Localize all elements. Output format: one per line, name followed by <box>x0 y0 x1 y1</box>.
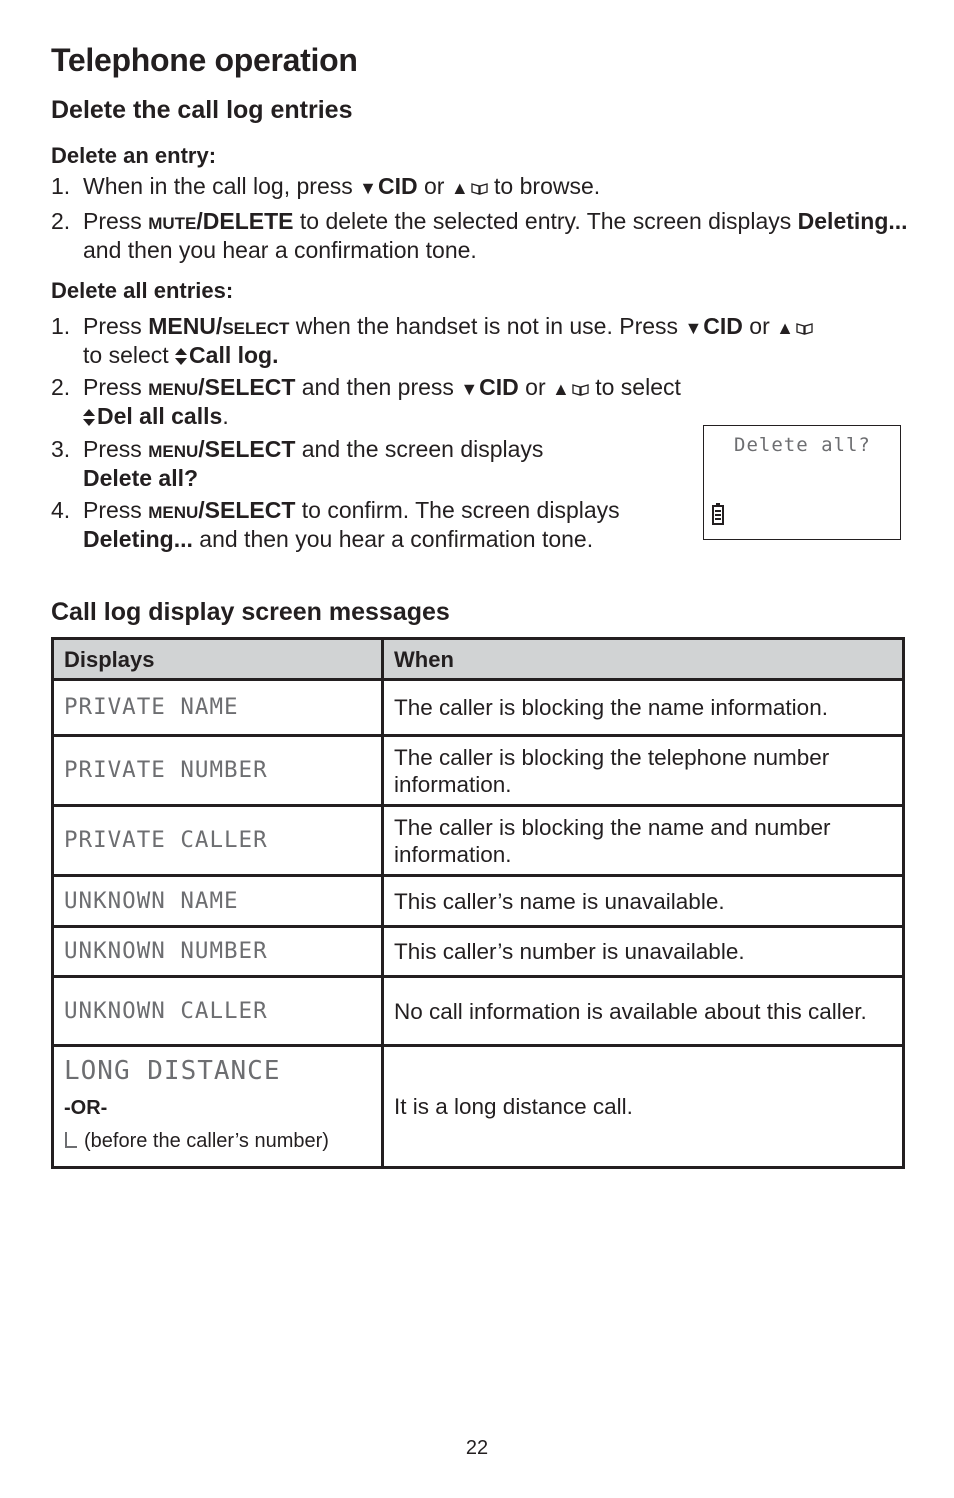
step-number: 2. <box>51 374 71 400</box>
display-message: UNKNOWN NUMBER <box>53 927 383 977</box>
delete-all-step-4 <box>51 497 701 553</box>
step-text: and the screen displays <box>295 436 544 462</box>
step-text: to confirm. The screen displays <box>295 497 620 523</box>
up-down-arrow-icon <box>83 409 95 426</box>
delete-key: /DELETE <box>196 208 294 234</box>
phonebook-icon <box>572 383 589 396</box>
step-number: 4. <box>51 497 71 523</box>
messages-table <box>51 637 905 1169</box>
section-heading-delete: Delete the call log entries <box>51 96 353 124</box>
table-row <box>53 680 904 736</box>
when-description: The caller is blocking the name and number information. <box>383 806 904 876</box>
up-down-arrow-icon <box>175 348 187 365</box>
cid-key: CID <box>479 374 519 400</box>
table-row <box>53 1046 904 1168</box>
display-message: UNKNOWN CALLER <box>53 977 383 1046</box>
table-row <box>53 977 904 1046</box>
down-triangle-icon: ▼ <box>460 379 479 399</box>
select-key: /SELECT <box>198 436 296 462</box>
note-text: (before the caller’s number) <box>84 1130 329 1152</box>
step-number: 3. <box>51 436 71 462</box>
select-key: /SELECT <box>198 374 296 400</box>
cid-key: CID <box>377 173 418 199</box>
or-label: -OR- <box>64 1097 108 1119</box>
display-message: PRIVATE CALLER <box>53 806 383 876</box>
step-text: Press <box>83 497 149 523</box>
when-description: This caller’s number is unavailable. <box>383 927 904 977</box>
when-description: The caller is blocking the telephone number information. <box>383 736 904 806</box>
step-text: Press <box>83 374 149 400</box>
display-message: LONG DISTANCE <box>64 1056 281 1086</box>
phonebook-icon <box>796 322 813 335</box>
menu-target: Call log. <box>189 342 279 368</box>
step-text: to browse. <box>487 173 601 199</box>
display-message: PRIVATE NAME <box>53 680 383 736</box>
mute-key: MUTE <box>148 214 197 233</box>
delete-entry-step-2 <box>51 208 911 264</box>
long-distance-icon <box>64 1131 78 1149</box>
select-key: /SELECT <box>198 497 296 523</box>
cid-key: CID <box>703 313 743 339</box>
page-number: 22 <box>465 1437 489 1459</box>
handset-screen <box>703 425 901 540</box>
display-message: UNKNOWN NAME <box>53 876 383 927</box>
table-row <box>53 927 904 977</box>
delete-entry-heading: Delete an entry: <box>51 143 217 168</box>
display-text: Delete all? <box>83 465 199 491</box>
step-text: to delete the selected entry. The screen displays <box>293 208 798 234</box>
screen-text: Delete all? <box>734 434 871 456</box>
menu-key: MENU <box>148 442 199 461</box>
phonebook-icon <box>471 182 488 195</box>
step-text: and then press <box>295 374 461 400</box>
display-message: PRIVATE NUMBER <box>53 736 383 806</box>
step-number: 1. <box>51 173 71 199</box>
step-text: or <box>417 173 451 199</box>
step-text: when the handset is not in use. Press <box>289 313 685 339</box>
when-description: The caller is blocking the name information. <box>383 680 904 736</box>
table-row <box>53 736 904 806</box>
column-header-displays: Displays <box>53 639 383 680</box>
step-text: or <box>518 374 553 400</box>
display-message-cell <box>53 1046 383 1168</box>
delete-all-heading: Delete all entries: <box>51 278 234 303</box>
select-key: SELECT <box>222 319 290 338</box>
when-description: It is a long distance call. <box>383 1046 904 1168</box>
step-text: Press <box>83 313 149 339</box>
up-triangle-icon: ▲ <box>450 178 469 198</box>
delete-all-step-1 <box>51 313 911 369</box>
delete-all-step-2 <box>51 374 911 430</box>
messages-heading: Call log display screen messages <box>51 598 450 626</box>
step-text: Press <box>83 208 149 234</box>
step-text: to select <box>83 342 176 368</box>
down-triangle-icon: ▼ <box>359 178 377 198</box>
menu-key: MENU <box>148 380 199 399</box>
delete-entry-step-1 <box>51 173 911 202</box>
step-number: 1. <box>51 313 71 339</box>
step-number: 2. <box>51 208 71 234</box>
page-title: Telephone operation <box>51 42 358 78</box>
up-triangle-icon: ▲ <box>776 318 794 338</box>
step-text: . <box>222 403 229 429</box>
when-description: This caller’s name is unavailable. <box>383 876 904 927</box>
step-text: When in the call log, press <box>83 173 360 199</box>
step-text: to select <box>588 374 681 400</box>
step-text: and then you hear a confirmation tone. <box>192 526 594 552</box>
menu-key: MENU/ <box>148 313 223 339</box>
step-text: or <box>742 313 777 339</box>
display-text: Deleting... <box>797 208 908 234</box>
long-distance-note <box>64 1128 371 1155</box>
down-triangle-icon: ▼ <box>684 318 703 338</box>
up-triangle-icon: ▲ <box>552 379 570 399</box>
display-text: Deleting... <box>83 526 193 552</box>
menu-key: MENU <box>148 503 199 522</box>
battery-icon <box>712 503 724 525</box>
table-row <box>53 876 904 927</box>
delete-all-step-3 <box>51 436 701 492</box>
column-header-when: When <box>383 639 904 680</box>
table-row <box>53 806 904 876</box>
step-text: Press <box>83 436 149 462</box>
when-description: No call information is available about this caller. <box>383 977 904 1046</box>
menu-target: Del all calls <box>97 403 223 429</box>
step-text: and then you hear a confirmation tone. <box>83 237 477 263</box>
table-header-row <box>53 639 904 680</box>
